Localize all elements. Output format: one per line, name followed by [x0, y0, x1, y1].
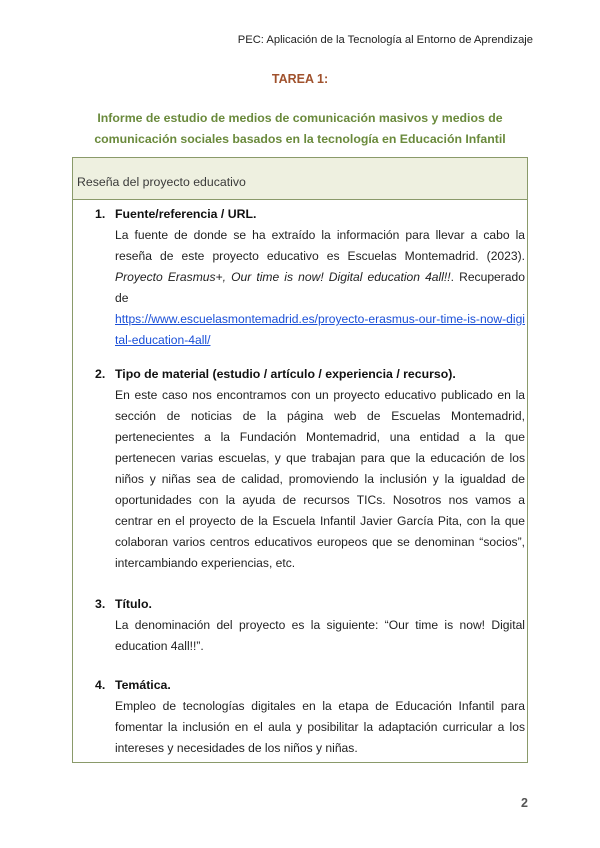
section-number: 1.: [95, 207, 106, 221]
section-title-text: Título.: [115, 597, 152, 611]
section-number: 4.: [95, 678, 106, 692]
section-title: [95, 364, 525, 385]
section-title: [95, 675, 525, 696]
page-header: PEC: Aplicación de la Tecnología al Entorno de Aprendizaje: [237, 34, 533, 46]
task-title: TAREA 1:: [271, 72, 329, 86]
paragraph-text-end: . Recuperado de: [115, 270, 525, 305]
section-paragraph: En este caso nos encontramos con un proyecto educativo publicado en la sección de noticias de la página web de Escuelas Montemadrid, pertenecientes a la Fundación Montemadrid, una entidad a la que pertenecen varias escuelas, y que trabajan para que la educación de los niños y niñas sea de calidad, promoviendo la inclusión y la igualdad de oportunidades con la ayuda de recursos TICs. Nosotros nos vamos a centrar en el proyecto de la Escuela Infantil Javier García Pita, con la que colaboran varios centros educativos europeos que se denominan “socios”, intercambiando experiencias, etc.: [115, 388, 525, 570]
paragraph-text: La fuente de donde se ha extraído la información para llevar a cabo la reseña de este proyecto educativo es Escuelas Montemadrid. (2023).: [115, 228, 525, 263]
section-material-type: [95, 364, 525, 574]
section-theme: [95, 675, 525, 759]
section-source: [95, 204, 525, 351]
section-title: [95, 594, 525, 615]
section-paragraph: La denominación del proyecto es la siguiente: “Our time is now! Digital education 4all!!”.: [115, 618, 525, 653]
section-paragraph: [115, 225, 525, 351]
subtitle-line-1: Informe de estudio de medios de comunicación masivos y medios de: [97, 111, 503, 125]
section-title-text: Fuente/referencia / URL.: [115, 207, 257, 221]
section-title-text: Tipo de material (estudio / artículo / experiencia / recurso).: [115, 367, 456, 381]
project-review-box: [72, 157, 528, 763]
page-number: 2: [521, 796, 528, 810]
section-title: [95, 204, 525, 225]
section-paragraph: Empleo de tecnologías digitales en la etapa de Educación Infantil para fomentar la inclusión en el aula y posibilitar la adaptación curricular a los intereses y necesidades de los niños y niñas.: [115, 699, 525, 755]
section-number: 3.: [95, 597, 106, 611]
section-number: 2.: [95, 367, 106, 381]
section-title-info: [95, 594, 525, 657]
document-subtitle: [72, 108, 528, 150]
source-link[interactable]: https://www.escuelasmontemadrid.es/proyecto-erasmus-our-time-is-now-digital-education-4all/: [115, 312, 525, 347]
section-title-text: Temática.: [115, 678, 171, 692]
project-title-italic: Proyecto Erasmus+, Our time is now! Digital education 4all!!: [115, 270, 451, 284]
box-heading: Reseña del proyecto educativo: [73, 158, 527, 200]
subtitle-line-2: comunicación sociales basados en la tecnología en Educación Infantil: [94, 132, 506, 146]
